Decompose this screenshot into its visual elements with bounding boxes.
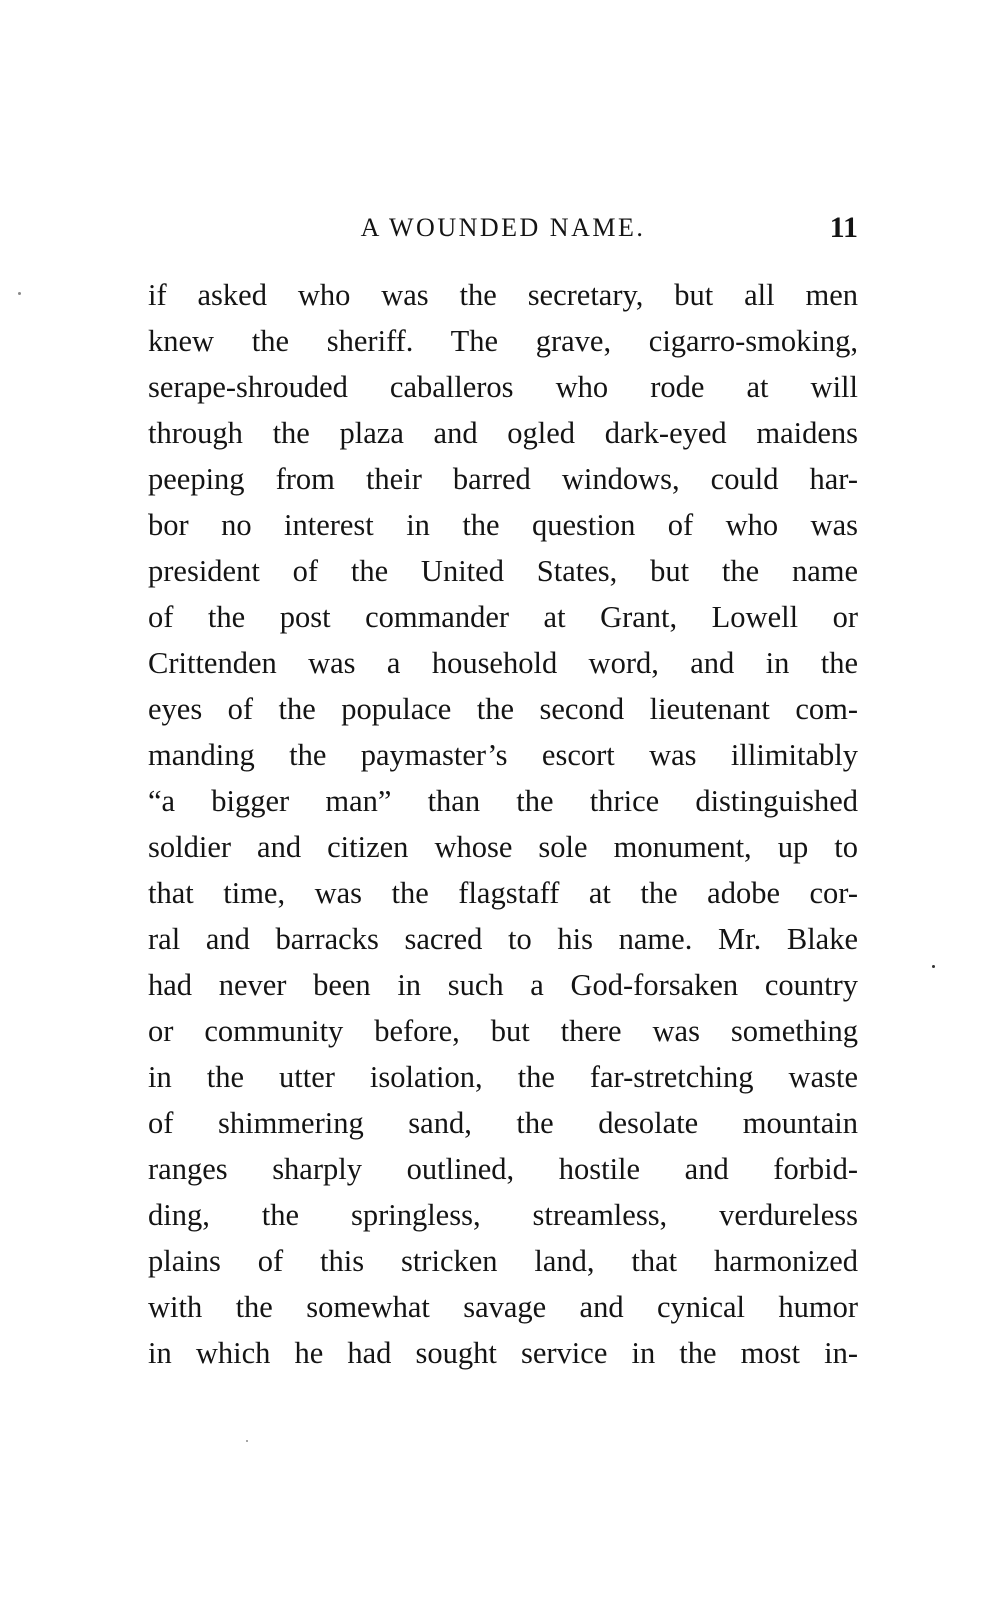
scan-speck <box>18 292 21 295</box>
text-line-4: through the plaza and ogled dark-eyed maidens <box>148 416 858 450</box>
text-line-22: plains of this stricken land, that harmonized <box>148 1244 858 1278</box>
text-line-18: in the utter isolation, the far-stretching waste <box>148 1060 858 1094</box>
text-line-23: with the somewhat savage and cynical humor <box>148 1290 858 1324</box>
text-line-16: had never been in such a God-forsaken country <box>148 968 858 1002</box>
running-title: A WOUNDED NAME. <box>360 213 646 242</box>
scan-speck <box>932 965 935 968</box>
text-line-10: eyes of the populace the second lieutenant com- <box>148 692 858 726</box>
text-line-8: of the post commander at Grant, Lowell or <box>148 600 858 634</box>
text-line-19: of shimmering sand, the desolate mountain <box>148 1106 858 1140</box>
text-line-9: Crittenden was a household word, and in the <box>148 646 858 680</box>
text-line-15: ral and barracks sacred to his name. Mr. Blake <box>148 922 858 956</box>
text-line-14: that time, was the flagstaff at the adobe cor- <box>148 876 858 910</box>
text-line-21: ding, the springless, streamless, verdureless <box>148 1198 858 1232</box>
scan-speck <box>246 1440 248 1442</box>
text-line-17: or community before, but there was something <box>148 1014 858 1048</box>
text-line-5: peeping from their barred windows, could har- <box>148 462 858 496</box>
text-line-11: manding the paymaster’s escort was illimitably <box>148 738 858 772</box>
text-line-1: if asked who was the secretary, but all men <box>148 278 858 312</box>
text-line-6: bor no interest in the question of who was <box>148 508 858 542</box>
running-head <box>148 208 858 248</box>
page-number: 11 <box>829 211 858 244</box>
text-line-3: serape-shrouded caballeros who rode at will <box>148 370 858 404</box>
text-line-7: president of the United States, but the name <box>148 554 858 588</box>
text-line-24: in which he had sought service in the most in- <box>148 1336 858 1370</box>
body-text <box>148 272 858 1376</box>
text-line-13: soldier and citizen whose sole monument, up to <box>148 830 858 864</box>
text-line-20: ranges sharply outlined, hostile and forbid- <box>148 1152 858 1186</box>
text-line-12: “a bigger man” than the thrice distinguished <box>148 784 858 818</box>
text-line-2: knew the sheriff. The grave, cigarro-smoking, <box>148 324 858 358</box>
